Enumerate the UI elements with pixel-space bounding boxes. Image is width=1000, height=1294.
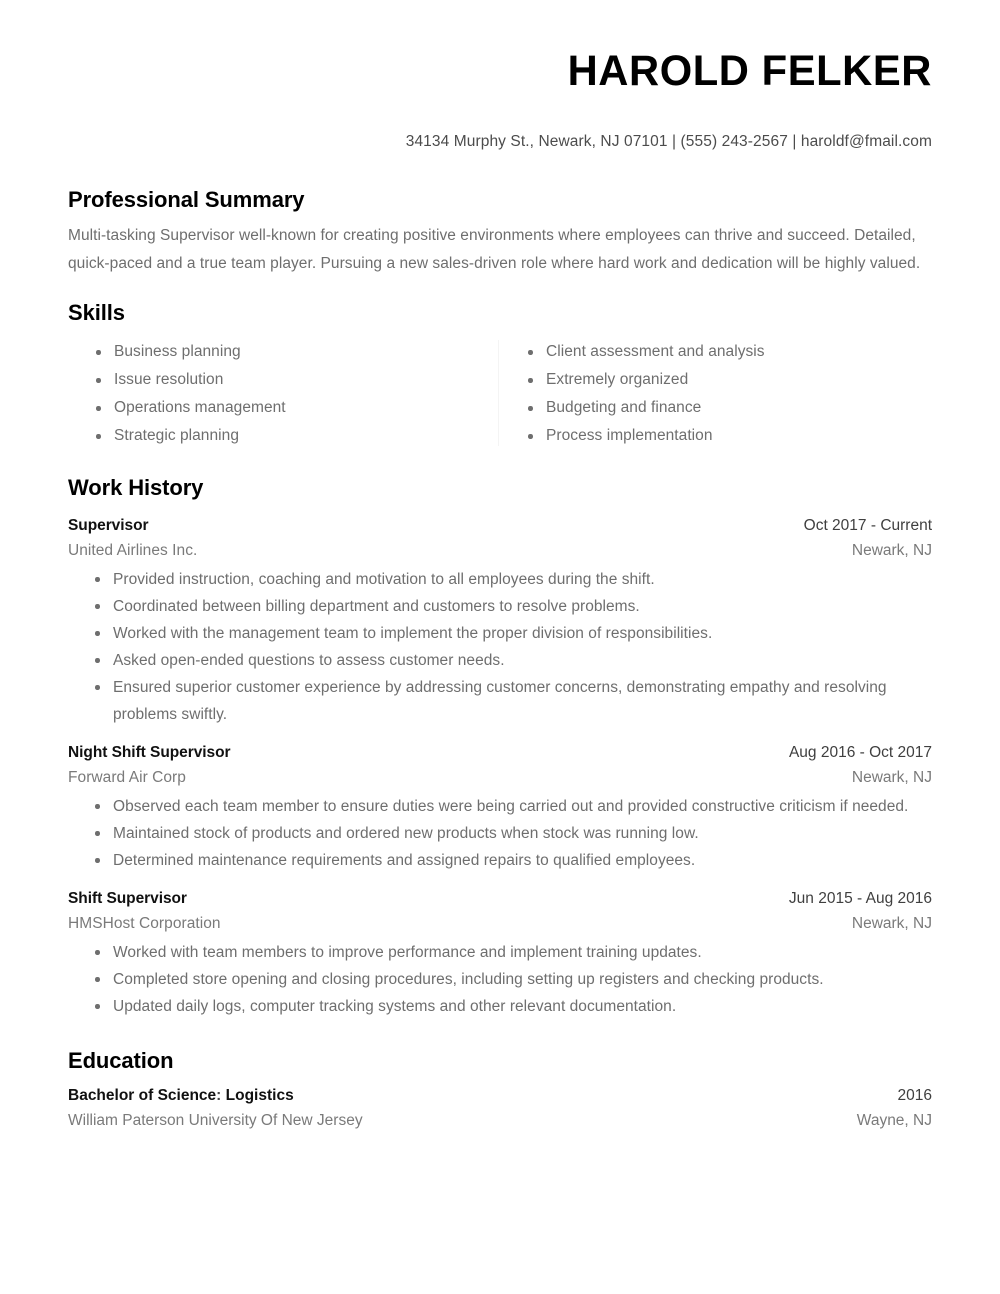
bullet-dot-icon — [528, 406, 533, 411]
education-year: 2016 — [897, 1087, 932, 1104]
section-professional-summary — [68, 187, 932, 278]
bullet-dot-icon — [95, 804, 100, 809]
skills-column-left — [68, 338, 500, 450]
contact-line: 34134 Murphy St., Newark, NJ 07101 | (555) 243-2567 | haroldf@fmail.com — [405, 133, 932, 150]
work-history-entry — [68, 888, 932, 1020]
education-degree — [68, 1085, 294, 1107]
skill-label: Operations management — [114, 399, 286, 416]
list-item — [96, 422, 500, 450]
job-title: Night Shift Supervisor — [68, 744, 231, 761]
bullet-text: Worked with team members to improve performance and implement training updates. — [113, 944, 702, 961]
education-degree-prefix: Bachelor of Science — [68, 1087, 217, 1104]
job-company-row — [68, 764, 932, 792]
job-bullet-list — [68, 939, 932, 1020]
section-title-work-history: Work History — [68, 475, 204, 500]
work-history-entry — [68, 515, 932, 728]
candidate-name: HAROLD FELKER — [567, 47, 932, 95]
skills-column-right — [500, 338, 932, 450]
bullet-text: Determined maintenance requirements and assigned repairs to qualified employees. — [113, 852, 696, 869]
list-item — [96, 394, 500, 422]
bullet-dot-icon — [95, 604, 100, 609]
education-school: William Paterson University Of New Jersey — [68, 1112, 363, 1129]
bullet-text: Completed store opening and closing procedures, including setting up registers and checking products. — [113, 971, 824, 988]
skill-label: Business planning — [114, 343, 241, 360]
bullet-dot-icon — [528, 434, 533, 439]
skill-label: Process implementation — [546, 427, 713, 444]
section-title-education: Education — [68, 1048, 174, 1073]
list-item — [528, 394, 932, 422]
list-item — [95, 793, 932, 820]
list-item — [95, 966, 932, 993]
list-item — [528, 338, 932, 366]
bullet-dot-icon — [95, 950, 100, 955]
job-company-row — [68, 537, 932, 565]
job-company-row — [68, 910, 932, 938]
list-item — [528, 422, 932, 450]
job-title-row — [68, 888, 932, 910]
skills-columns — [68, 338, 932, 450]
resume-header — [68, 0, 932, 152]
bullet-dot-icon — [96, 378, 101, 383]
job-title-row — [68, 742, 932, 764]
job-company: HMSHost Corporation — [68, 915, 221, 932]
bullet-dot-icon — [95, 658, 100, 663]
skill-label: Issue resolution — [114, 371, 224, 388]
bullet-text: Provided instruction, coaching and motivation to all employees during the shift. — [113, 571, 655, 588]
bullet-dot-icon — [96, 434, 101, 439]
bullet-dot-icon — [95, 577, 100, 582]
bullet-text: Worked with the management team to implement the proper division of responsibilities. — [113, 625, 713, 642]
list-item — [95, 939, 932, 966]
job-title: Supervisor — [68, 517, 149, 534]
list-item — [95, 820, 932, 847]
bullet-dot-icon — [96, 406, 101, 411]
bullet-dot-icon — [95, 1004, 100, 1009]
skill-label: Client assessment and analysis — [546, 343, 765, 360]
list-item — [95, 566, 932, 593]
section-skills — [68, 300, 932, 450]
bullet-dot-icon — [95, 977, 100, 982]
bullet-text: Observed each team member to ensure duties were being carried out and provided constructive criticism if needed. — [113, 798, 909, 815]
job-company: United Airlines Inc. — [68, 542, 198, 559]
list-item — [95, 647, 932, 674]
education-entry — [68, 1085, 932, 1135]
job-location: Newark, NJ — [851, 915, 932, 932]
job-location: Newark, NJ — [851, 542, 932, 559]
section-title-skills: Skills — [68, 300, 125, 325]
job-dates: Jun 2015 - Aug 2016 — [788, 890, 932, 907]
bullet-dot-icon — [528, 378, 533, 383]
section-title-summary: Professional Summary — [68, 187, 305, 212]
bullet-text: Asked open-ended questions to assess customer needs. — [113, 652, 505, 669]
job-dates: Aug 2016 - Oct 2017 — [788, 744, 932, 761]
list-item — [95, 674, 932, 728]
job-company: Forward Air Corp — [68, 769, 186, 786]
education-degree-major: Logistics — [225, 1087, 294, 1104]
bullet-dot-icon — [95, 631, 100, 636]
bullet-dot-icon — [95, 858, 100, 863]
bullet-dot-icon — [95, 831, 100, 836]
job-location: Newark, NJ — [851, 769, 932, 786]
skill-label: Extremely organized — [546, 371, 689, 388]
job-title: Shift Supervisor — [68, 890, 187, 907]
job-bullet-list — [68, 793, 932, 874]
list-item — [528, 366, 932, 394]
bullet-dot-icon — [528, 350, 533, 355]
section-education — [68, 1048, 932, 1135]
list-item — [95, 993, 932, 1020]
skill-label: Strategic planning — [114, 427, 239, 444]
bullet-text: Maintained stock of products and ordered new products when stock was running low. — [113, 825, 699, 842]
list-item — [96, 366, 500, 394]
job-bullet-list — [68, 566, 932, 728]
bullet-text: Ensured superior customer experience by addressing customer concerns, demonstrating empathy and resolving problems swiftly. — [113, 679, 887, 723]
job-title-row — [68, 515, 932, 537]
education-location: Wayne, NJ — [856, 1112, 932, 1129]
job-dates: Oct 2017 - Current — [803, 517, 932, 534]
list-item — [95, 847, 932, 874]
bullet-text: Coordinated between billing department and customers to resolve problems. — [113, 598, 640, 615]
bullet-dot-icon — [96, 350, 101, 355]
education-school-row — [68, 1107, 932, 1135]
list-item — [95, 620, 932, 647]
work-history-entry — [68, 742, 932, 874]
education-degree-row — [68, 1085, 932, 1107]
skill-label: Budgeting and finance — [546, 399, 702, 416]
list-item — [96, 338, 500, 366]
section-work-history — [68, 475, 932, 1020]
bullet-dot-icon — [95, 685, 100, 690]
bullet-text: Updated daily logs, computer tracking systems and other relevant documentation. — [113, 998, 677, 1015]
summary-paragraph: Multi-tasking Supervisor well-known for creating positive environments where employees can thrive and succeed. Detailed, quick-paced and a true team player. Pursuing a new sales-driven role where hard work and dedication will be highly valued. — [68, 227, 921, 272]
list-item — [95, 593, 932, 620]
education-degree-colon: : — [216, 1087, 222, 1104]
